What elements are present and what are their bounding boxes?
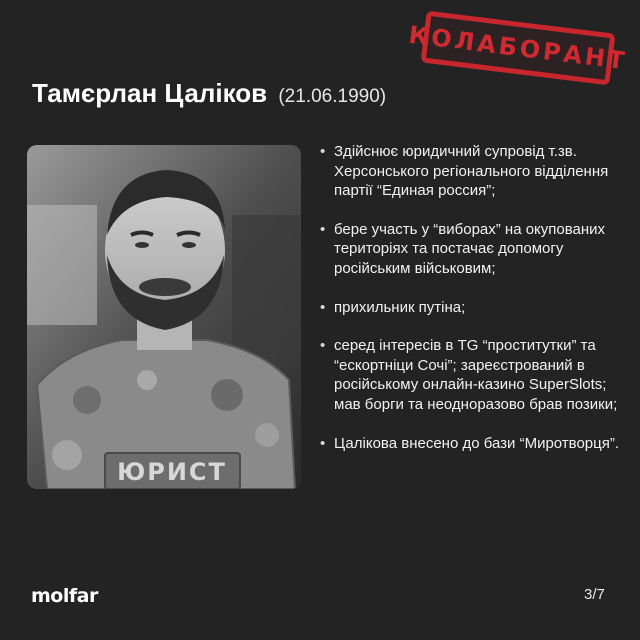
molfar-logo: molfar (31, 585, 98, 607)
fact-item: • Цалікова внесено до бази “Миротворця”. (320, 434, 620, 454)
patch-label: ЮРИСТ (117, 458, 227, 486)
fact-item: • Здійснює юридичний супровід т.зв. Херсонського регіонального відділення партії “Единая россия”; (320, 142, 620, 201)
fact-item: • прихильник путіна; (320, 298, 620, 318)
fact-item: • серед інтересів в TG “проститутки” та “ескортніци Сочі”; зареєстрований в російському онлайн-казино SuperSlots; мав борги та неодноразово брав позики; (320, 336, 620, 414)
stamp-label: КОЛАБОРАНТ (407, 20, 629, 76)
page-title (32, 78, 386, 109)
fact-item: • бере участь у “виборах” на окупованих територіях та постачає допомогу російським військовим; (320, 220, 620, 279)
person-name: Тамєрлан Цаліков (32, 78, 268, 108)
collaborator-stamp (407, 11, 629, 86)
page-number: 3/7 (584, 586, 605, 603)
facts-list (320, 142, 620, 472)
portrait-image (27, 145, 301, 489)
birth-date: (21.06.1990) (278, 86, 387, 107)
person-photo (27, 145, 301, 489)
